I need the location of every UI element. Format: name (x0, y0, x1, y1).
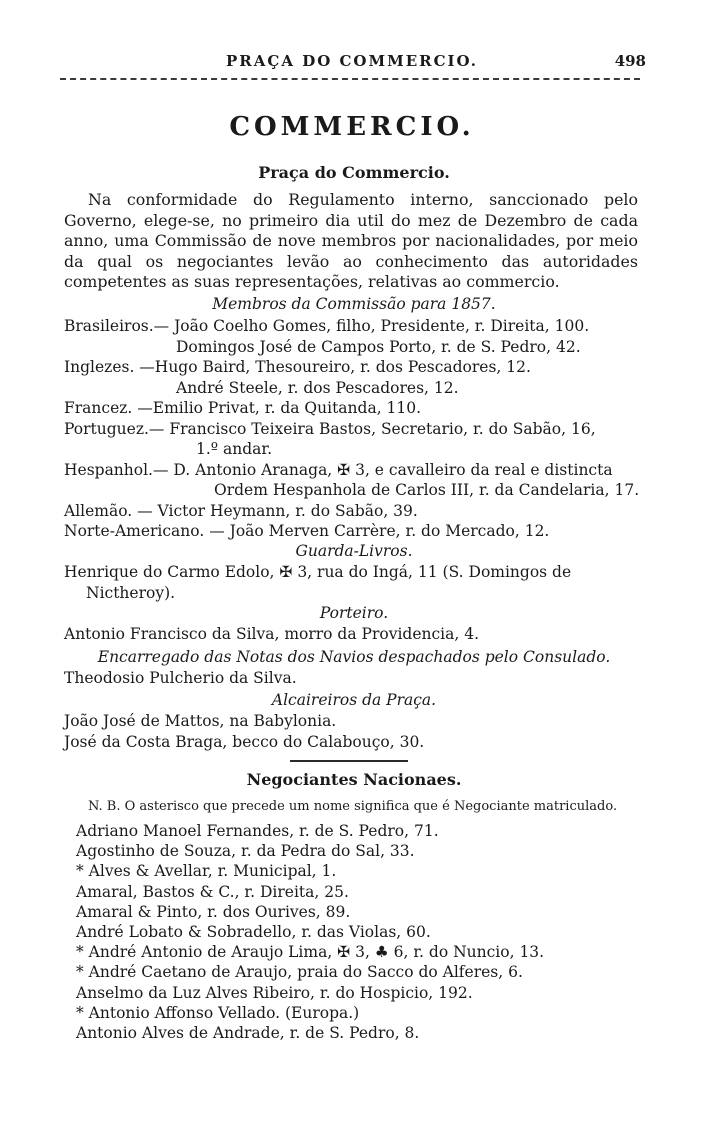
list-item: * André Caetano de Araujo, praia do Sacco do Alferes, 6. (76, 963, 523, 982)
encarregado-heading: Encarregado das Notas dos Navios despachados pelo Consulado. (97, 648, 611, 666)
member-line: Norte-Americano. — João Merven Carrère, r. do Mercado, 12. (64, 522, 550, 540)
running-head (0, 52, 704, 72)
section-divider (290, 760, 408, 762)
page-number: 498 (614, 52, 646, 70)
guarda-livros-heading: Guarda-Livros. (295, 542, 413, 560)
list-item: Agostinho de Souza, r. da Pedra do Sal, 33. (76, 842, 415, 861)
guarda-livros-line: Nictheroy). (86, 583, 176, 602)
list-item: * Antonio Affonso Vellado. (Europa.) (76, 1003, 360, 1022)
porteiro-entry: Antonio Francisco da Silva, morro da Providencia, 4. (64, 625, 480, 643)
member-line: Portuguez.— Francisco Teixeira Bastos, Secretario, r. do Sabão, 16, (64, 419, 596, 438)
list-item: Amaral, Bastos & C., r. Direita, 25. (76, 882, 349, 901)
member-line: André Steele, r. dos Pescadores, 12. (176, 378, 459, 397)
list-item: Amaral & Pinto, r. dos Ourives, 89. (76, 902, 351, 921)
member-line: Hespanhol.— D. Antonio Aranaga, ✠ 3, e cavalleiro da real e distincta (64, 460, 613, 479)
members-heading: Membros da Commissão para 1857. (212, 295, 496, 313)
member-line: Inglezes. —Hugo Baird, Thesoureiro, r. dos Pescadores, 12. (64, 358, 531, 376)
porteiro-heading: Porteiro. (319, 604, 389, 622)
header-rule (60, 78, 640, 80)
member-line: Ordem Hespanhola de Carlos III, r. da Candelaria, 17. (214, 481, 640, 499)
list-item: Antonio Alves de Andrade, r. de S. Pedro, 8. (76, 1023, 420, 1042)
alcaireiro-line: João José de Mattos, na Babylonia. (64, 712, 337, 730)
intro-paragraph: Na conformidade do Regulamento interno, sanccionado pelo Governo, elege-se, no primeiro dia util do mez de Dezembro de cada anno, uma Commissão de nove membros por nacionalidades, por meio da qual os negociantes levão ao conhecimento das autoridades competentes as suas representações, relativas ao commercio. (64, 190, 638, 291)
running-title: PRAÇA DO COMMERCIO. (226, 52, 478, 70)
member-line: 1.º andar. (196, 440, 273, 458)
member-line: Allemão. — Victor Heymann, r. do Sabão, 39. (64, 501, 418, 520)
guarda-livros-entry (64, 562, 644, 603)
list-item: Anselmo da Luz Alves Ribeiro, r. do Hospicio, 192. (76, 983, 473, 1002)
asterisk-note: N. B. O asterisco que precede um nome significa que é Negociante matriculado. (88, 799, 618, 814)
list-item: * André Antonio de Araujo Lima, ✠ 3, ♣ 6, r. do Nuncio, 13. (76, 943, 545, 962)
alcaireiro-line: José da Costa Braga, becco do Calabouço, 30. (64, 732, 425, 751)
members-list (64, 316, 644, 542)
section-heading-praca: Praça do Commercio. (258, 163, 450, 182)
member-line: Francez. —Emilio Privat, r. da Quitanda, 110. (64, 399, 422, 417)
guarda-livros-line: Henrique do Carmo Edolo, ✠ 3, rua do Ingá, 11 (S. Domingos de (64, 563, 572, 581)
member-line: Domingos José de Campos Porto, r. de S. Pedro, 42. (176, 337, 581, 356)
main-title: COMMERCIO. (229, 112, 475, 142)
negociantes-list (76, 821, 642, 1043)
encarregado-entry: Theodosio Pulcherio da Silva. (64, 669, 297, 687)
list-item: * Alves & Avellar, r. Municipal, 1. (76, 862, 337, 881)
section-heading-negociantes: Negociantes Nacionaes. (246, 770, 462, 789)
alcaireiros-heading: Alcaireiros da Praça. (271, 691, 437, 709)
list-item: Adriano Manoel Fernandes, r. de S. Pedro, 71. (76, 822, 439, 840)
list-item: André Lobato & Sobradello, r. das Violas, 60. (76, 922, 431, 941)
alcaireiros-list (64, 711, 644, 752)
member-line: Brasileiros.— João Coelho Gomes, filho, Presidente, r. Direita, 100. (64, 317, 590, 335)
